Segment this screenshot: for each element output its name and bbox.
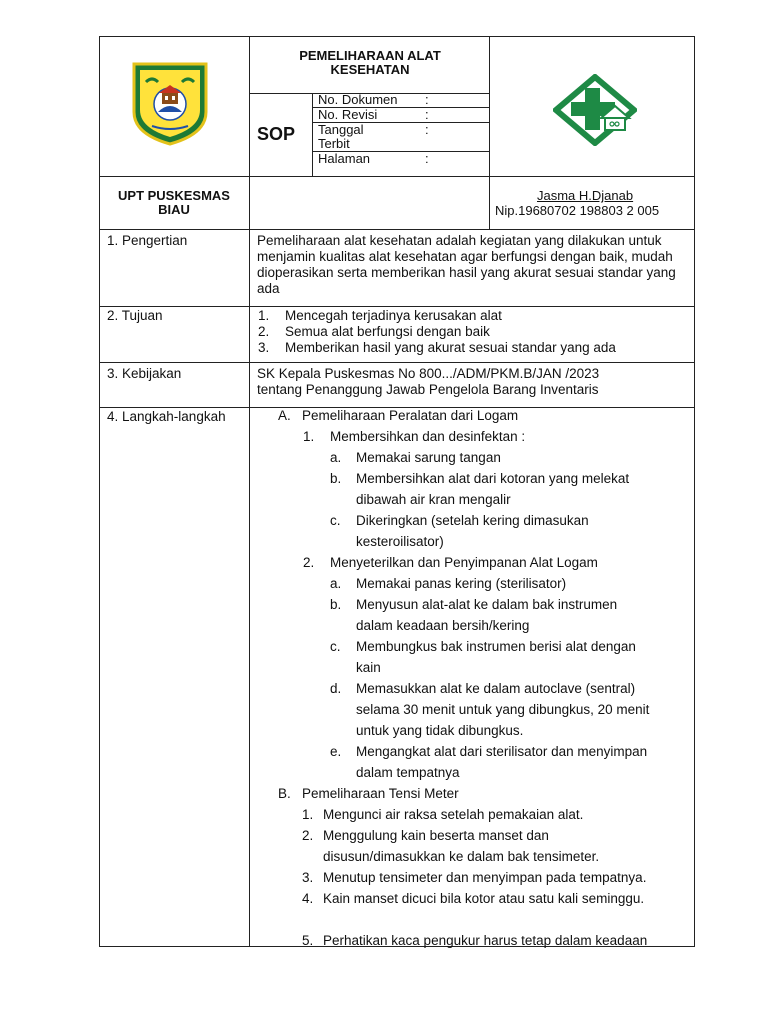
meta-sep-no-dokumen: :	[425, 92, 429, 107]
step-marker-a2-e: e.	[330, 744, 342, 759]
step-marker-a1-a: a.	[330, 450, 342, 465]
step-marker-a2-d: d.	[330, 681, 342, 696]
step-a1-item-2: Membersihkan alat dari kotoran yang melekat	[356, 471, 630, 486]
tujuan-marker-3: 3.	[258, 340, 270, 355]
puskesmas-logo	[553, 74, 637, 146]
kebijakan-line-1: SK Kepala Puskesmas No 800.../ADM/PKM.B/JAN /2023	[257, 366, 600, 381]
step-a2-item-5: Mengangkat alat dari sterilisator dan menyimpan	[356, 744, 648, 759]
row-divider-3	[99, 306, 695, 307]
step-marker-a1-c: c.	[330, 513, 341, 528]
step-b-item-3: Menutup tensimeter dan menyimpan pada tempatnya.	[323, 870, 647, 885]
organization-name: UPT PUSKESMAS BIAU	[118, 188, 230, 217]
step-marker-b1: 1.	[302, 807, 314, 822]
section-label-tujuan: 2. Tujuan	[107, 308, 163, 323]
step-marker-a2: 2.	[303, 555, 315, 570]
meta-sep-no-revisi: :	[425, 107, 429, 122]
step-a2-item-4-cont-1: selama 30 menit untuk yang dibungkus, 20 menit	[356, 702, 650, 717]
step-b-item-2-cont: disusun/dimasukkan ke dalam bak tensimeter.	[323, 849, 600, 864]
document-title: PEMELIHARAAN ALAT KESEHATAN	[299, 48, 441, 77]
col-divider-1	[249, 36, 250, 947]
step-a1-item-3: Dikeringkan (setelah kering dimasukan	[356, 513, 589, 528]
step-marker-b: B.	[278, 786, 291, 801]
row-divider-4	[99, 362, 695, 363]
tujuan-item-3: Memberikan hasil yang akurat sesuai standar yang ada	[285, 340, 616, 355]
kebijakan-line-2: tentang Penanggung Jawab Pengelola Barang Inventaris	[257, 382, 599, 397]
step-a2-item-4: Memasukkan alat ke dalam autoclave (sentral)	[356, 681, 636, 696]
step-a2-item-2-cont: dalam keadaan bersih/kering	[356, 618, 530, 633]
step-a2-item-4-cont-2: untuk yang tidak dibungkus.	[356, 723, 524, 738]
step-marker-b3: 3.	[302, 870, 314, 885]
signer-nip: Nip.19680702 198803 2 005	[495, 203, 660, 218]
step-b-item-1: Mengunci air raksa setelah pemakaian alat.	[323, 807, 584, 822]
step-b-title: Pemeliharaan Tensi Meter	[302, 786, 459, 801]
meta-label-tanggal-terbit: Tanggal Terbit	[318, 122, 364, 151]
step-a2-item-3: Membungkus bak instrumen berisi alat dengan	[356, 639, 636, 654]
step-a2-item-1: Memakai panas kering (sterilisator)	[356, 576, 567, 591]
sop-label: SOP	[257, 124, 296, 144]
col-divider-header	[489, 36, 490, 230]
pengertian-text: Pemeliharaan alat kesehatan adalah kegiatan yang dilakukan untuk menjamin kualitas alat kesehatan agar berfungsi dengan baik, mudah dioperasikan serta memberikan hasil yang akurat sesuai standar yang ada	[257, 233, 676, 296]
step-marker-a1-b: b.	[330, 471, 342, 486]
table-border-left	[99, 36, 100, 947]
tujuan-item-1: Mencegah terjadinya kerusakan alat	[285, 308, 502, 323]
step-a2-title: Menyeterilkan dan Penyimpanan Alat Logam	[330, 555, 598, 570]
step-marker-b2: 2.	[302, 828, 314, 843]
step-marker-b4: 4.	[302, 891, 314, 906]
meta-label-no-revisi: No. Revisi	[318, 107, 378, 122]
row-divider-1	[99, 176, 695, 177]
step-marker-b5: 5.	[302, 933, 314, 948]
step-a1-item-2-cont: dibawah air kran mengalir	[356, 492, 511, 507]
step-a-title: Pemeliharaan Peralatan dari Logam	[302, 408, 519, 423]
meta-label-no-dokumen: No. Dokumen	[318, 92, 398, 107]
regency-seal-logo	[128, 60, 212, 146]
step-marker-a2-b: b.	[330, 597, 342, 612]
step-b-item-2: Menggulung kain beserta manset dan	[323, 828, 549, 843]
section-label-langkah: 4. Langkah-langkah	[107, 409, 226, 424]
section-label-kebijakan: 3. Kebijakan	[107, 366, 182, 381]
step-marker-a2-c: c.	[330, 639, 341, 654]
step-a1-item-3-cont: kesteroilisator)	[356, 534, 444, 549]
meta-sep-halaman: :	[425, 151, 429, 166]
step-b-item-4: Kain manset dicuci bila kotor atau satu kali seminggu.	[323, 891, 645, 906]
step-a1-title: Membersihkan dan desinfektan :	[330, 429, 526, 444]
step-a2-item-2: Menyusun alat-alat ke dalam bak instrumen	[356, 597, 618, 612]
step-marker-a: A.	[278, 408, 291, 423]
tujuan-item-2: Semua alat berfungsi dengan baik	[285, 324, 490, 339]
meta-label-halaman: Halaman	[318, 151, 371, 166]
table-border-top	[99, 36, 695, 37]
step-b-item-5: Perhatikan kaca pengukur harus tetap dalam keadaan	[323, 933, 648, 948]
tujuan-marker-1: 1.	[258, 308, 270, 323]
row-divider-2	[99, 229, 695, 230]
step-marker-a1: 1.	[303, 429, 315, 444]
step-marker-a2-a: a.	[330, 576, 342, 591]
table-border-right	[694, 36, 695, 947]
signer-name: Jasma H.Djanab	[537, 188, 634, 203]
sop-meta-divider	[312, 93, 313, 176]
section-label-pengertian: 1. Pengertian	[107, 233, 188, 248]
step-a2-item-5-cont: dalam tempatnya	[356, 765, 460, 780]
step-a2-item-3-cont: kain	[356, 660, 381, 675]
tujuan-marker-2: 2.	[258, 324, 270, 339]
meta-sep-tanggal-terbit: :	[425, 122, 429, 137]
step-a1-item-1: Memakai sarung tangan	[356, 450, 501, 465]
